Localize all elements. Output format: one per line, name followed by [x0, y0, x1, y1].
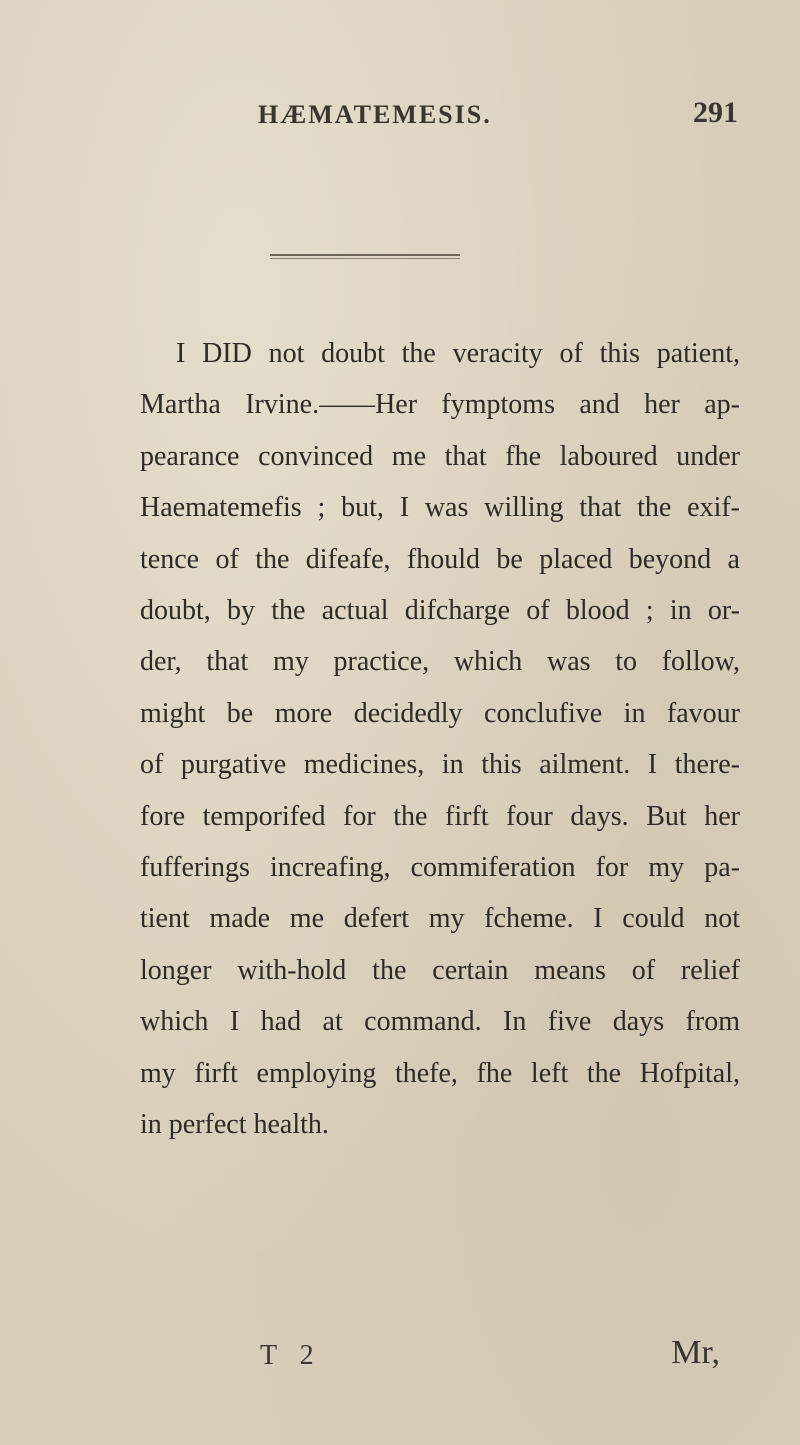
text-line: tence of the difeafe, fhould be placed beyond a	[140, 543, 740, 575]
text-line: longer with-hold the certain means of relief	[140, 954, 740, 986]
text-line: my firft employing thefe, fhe left the Hofpital,	[140, 1057, 740, 1089]
running-head: HÆMATEMESIS.	[258, 100, 492, 129]
text-line: might be more decidedly conclufive in favour	[140, 697, 740, 729]
text-line: which I had at command. In five days from	[140, 1006, 740, 1038]
text-line: of purgative medicines, in this ailment. I there-	[140, 749, 740, 781]
text-line: in perfect health.	[140, 1109, 329, 1141]
section-divider	[270, 254, 460, 259]
text-line: fufferings increafing, commiferation for my pa-	[140, 852, 740, 884]
text-line: doubt, by the actual difcharge of blood ; in or-	[140, 595, 740, 627]
text-line: pearance convinced me that fhe laboured under	[140, 440, 740, 472]
body-paragraph	[140, 328, 740, 1151]
catchword: Mr,	[671, 1334, 720, 1371]
text-line: Martha Irvine.——Her fymptoms and her ap-	[140, 389, 740, 421]
page-footer	[260, 1334, 720, 1390]
text-line: tient made me defert my fcheme. I could not	[140, 903, 740, 935]
signature-mark: T 2	[260, 1340, 322, 1371]
text-line: Haematemefis ; but, I was willing that the exif-	[140, 492, 740, 524]
text-line: der, that my practice, which was to follow,	[140, 646, 740, 678]
page-header	[258, 96, 738, 140]
text-line: I DID not doubt the veracity of this patient,	[176, 338, 740, 369]
page-number: 291	[693, 96, 738, 129]
text-line: fore temporifed for the firft four days. But her	[140, 800, 740, 832]
